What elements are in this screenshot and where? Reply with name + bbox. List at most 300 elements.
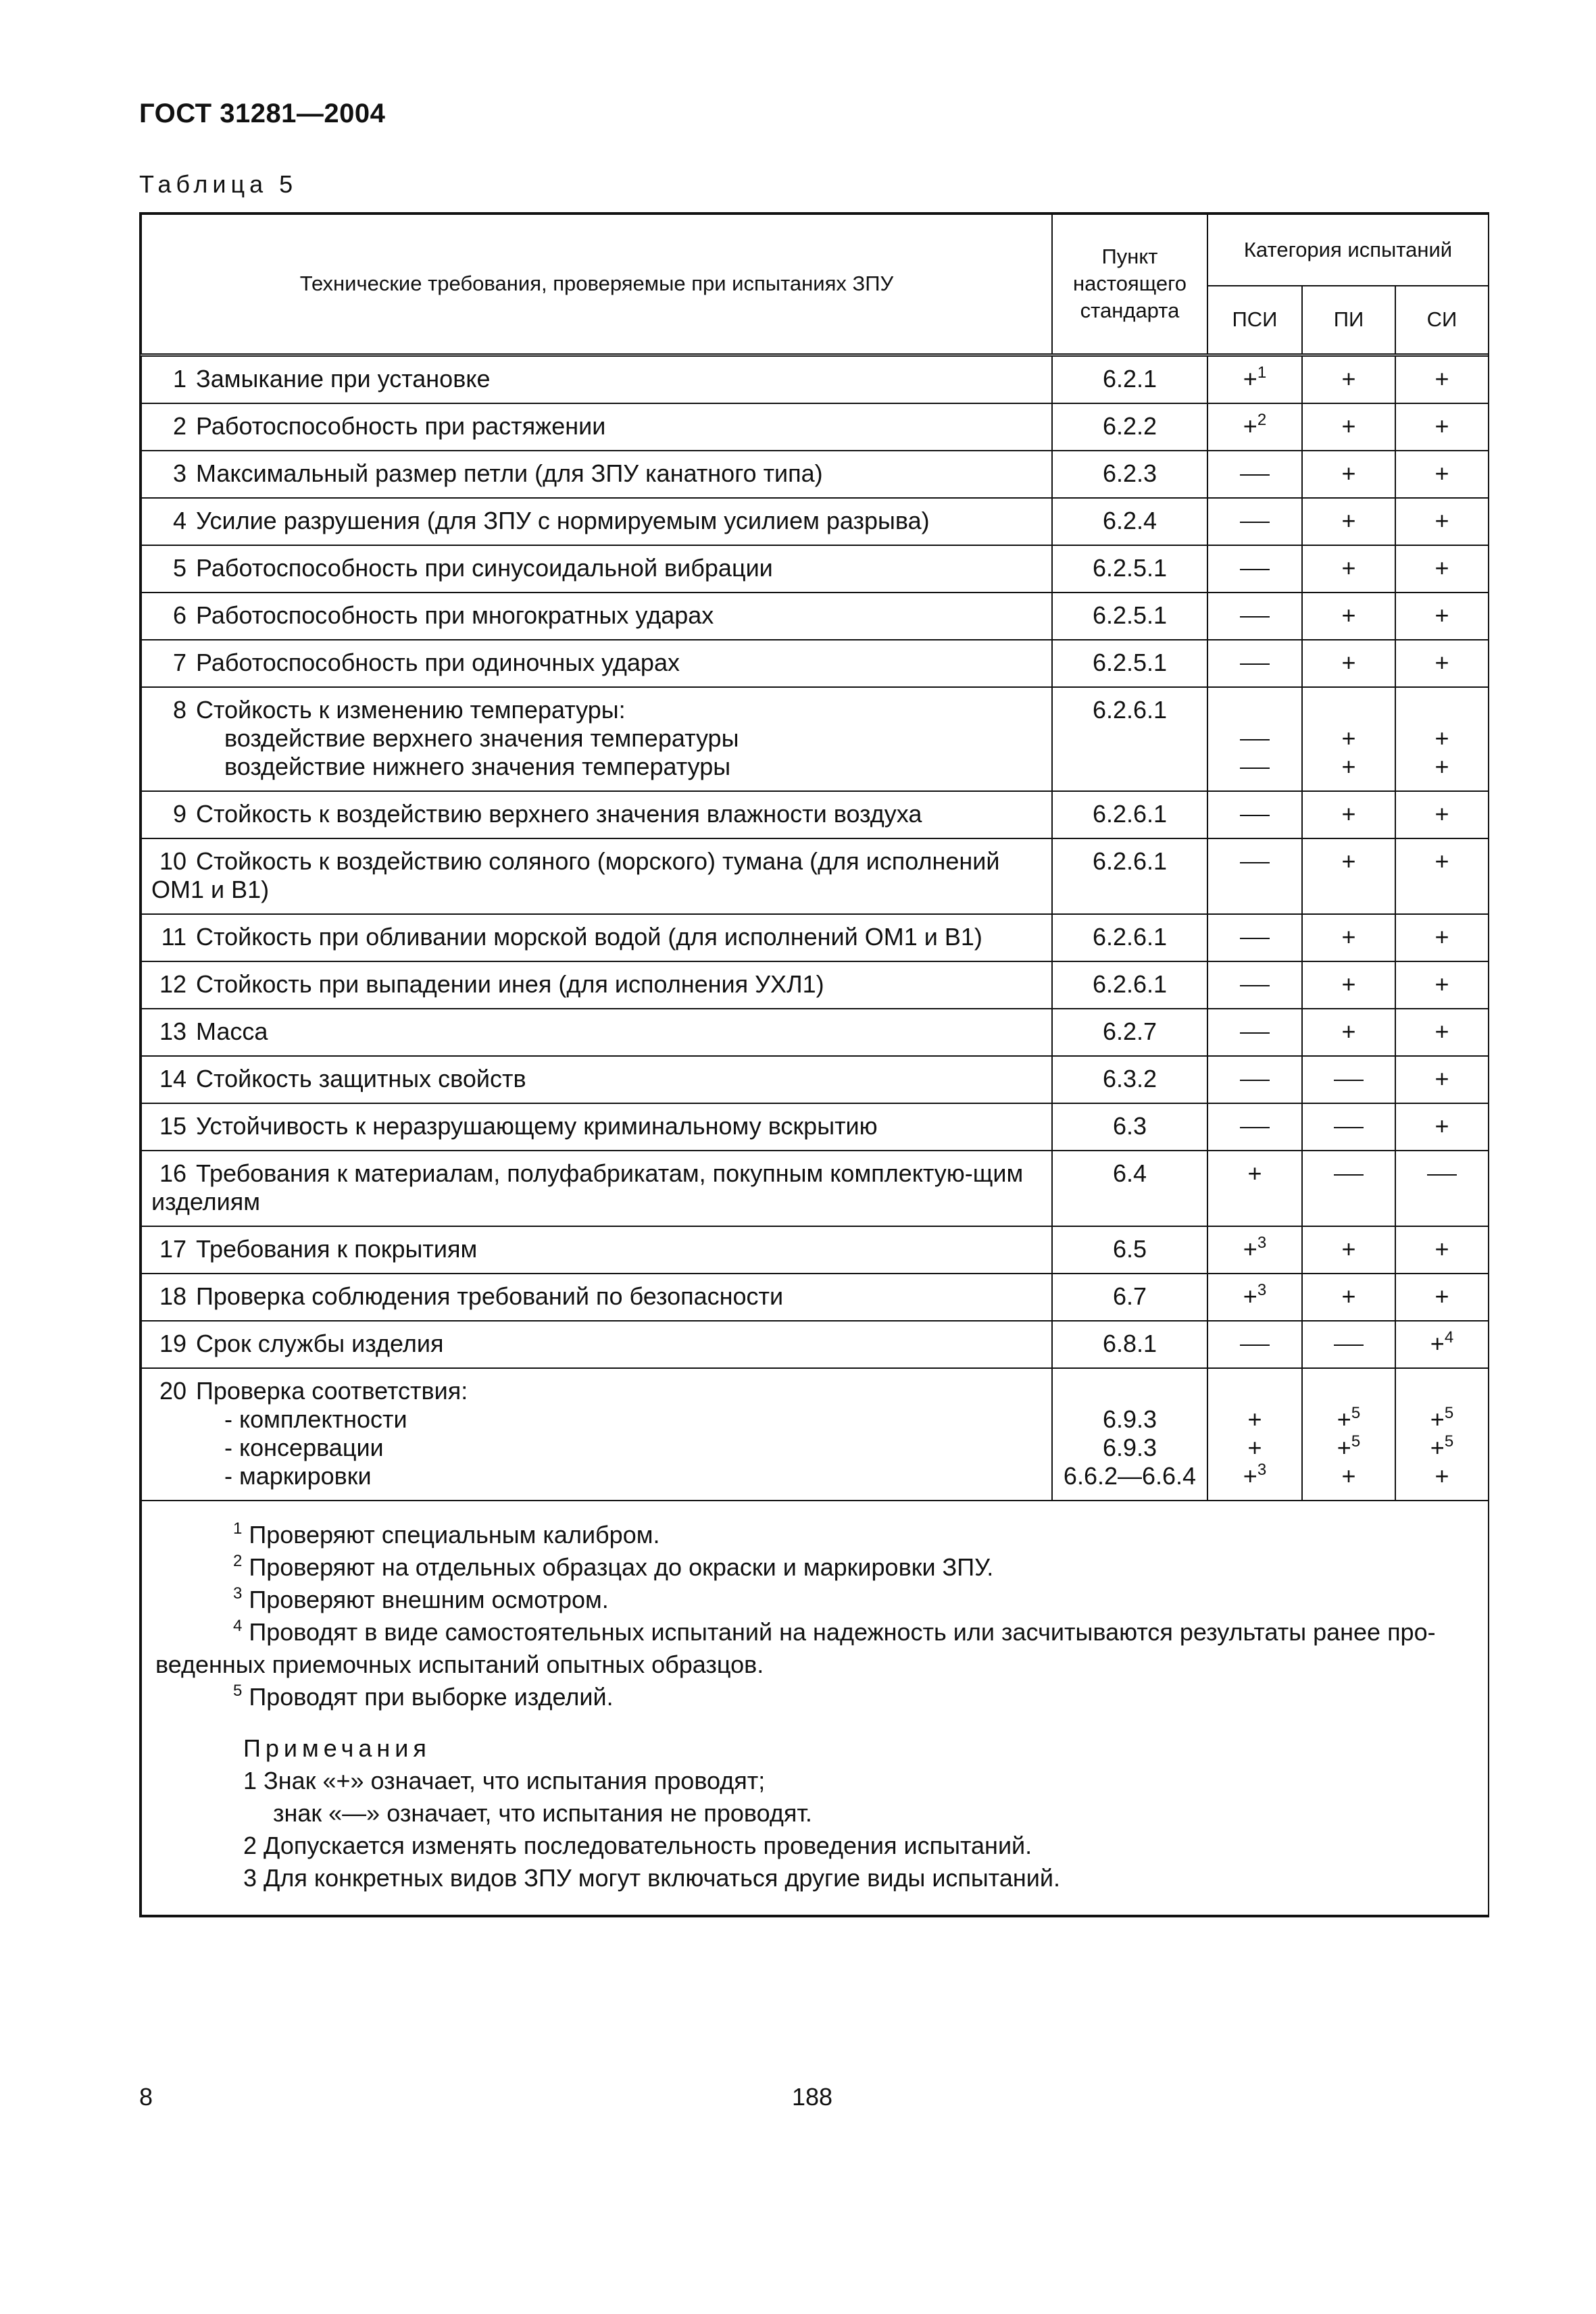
- pi-cell: [1302, 1009, 1395, 1056]
- mark-value: [1240, 847, 1270, 875]
- clause-cell: [1052, 1368, 1207, 1501]
- clause-value: 6.2.6.1: [1092, 922, 1168, 951]
- footnote-mark: 4: [233, 1616, 243, 1635]
- clause-cell: [1052, 687, 1207, 791]
- clause-cell: [1052, 1151, 1207, 1226]
- footnote: [155, 1616, 1472, 1681]
- row-number: 10: [159, 847, 186, 875]
- clause-value: 6.2.6.1: [1092, 847, 1168, 875]
- requirement-text: Работоспособность при растяжении: [196, 411, 606, 440]
- dash-mark: [1240, 768, 1270, 769]
- si-cell: [1395, 1274, 1489, 1321]
- mark-value: [1435, 649, 1449, 676]
- dash-mark: [1240, 1080, 1270, 1081]
- mark-value: [1240, 1330, 1270, 1357]
- clause-value: 6.9.3: [1102, 1433, 1157, 1461]
- psi-cell: [1207, 838, 1302, 914]
- clause-value: 6.2.3: [1102, 459, 1157, 487]
- table-row: [141, 687, 1489, 791]
- table-row: [141, 1056, 1489, 1103]
- pi-cell: [1302, 1368, 1395, 1501]
- psi-cell: [1207, 451, 1302, 498]
- psi-cell: [1207, 1321, 1302, 1368]
- clause-cell: [1052, 1103, 1207, 1151]
- requirement-text: Срок службы изделия: [196, 1329, 444, 1357]
- mark-value: [1435, 724, 1449, 752]
- mark-line: [1305, 753, 1392, 781]
- mark-value: [1243, 412, 1266, 440]
- dash-mark: [1240, 815, 1270, 816]
- mark-value: [1341, 724, 1355, 752]
- requirement-text: Требования к покрытиям: [196, 1234, 478, 1263]
- si-cell: [1395, 640, 1489, 687]
- dash-mark: [1240, 474, 1270, 476]
- table-row: [141, 451, 1489, 498]
- mark-value: [1435, 970, 1449, 998]
- table-row: [141, 914, 1489, 961]
- note-text: Для конкретных видов ЗПУ могут включаться другие виды испытаний.: [264, 1863, 1061, 1892]
- dash-mark: [1240, 938, 1270, 939]
- plus-mark: +: [1435, 970, 1449, 998]
- plus-mark: +: [1247, 1405, 1262, 1433]
- clause-value: 6.5: [1112, 1234, 1147, 1263]
- mark-value: [1341, 459, 1355, 487]
- table-row: [141, 1321, 1489, 1368]
- requirement-text: Стойкость при выпадении инея (для исполнения УХЛ1): [196, 970, 824, 998]
- mark-value: [1341, 970, 1355, 998]
- mark-line: [1305, 1462, 1392, 1490]
- footnote-text: Проводят при выборке изделий.: [249, 1682, 614, 1711]
- plus-mark: +: [1435, 922, 1449, 951]
- plus-mark: +: [1341, 1234, 1356, 1263]
- pi-cell: [1302, 914, 1395, 961]
- requirement-text: Стойкость при обливании морской водой (для исполнений ОМ1 и В1): [196, 922, 982, 951]
- mark-value: [1240, 601, 1270, 629]
- plus-mark: +: [1341, 847, 1356, 875]
- requirement-cell: [141, 1151, 1052, 1226]
- si-cell: [1395, 451, 1489, 498]
- requirement-text: Замыкание при установке: [196, 364, 491, 393]
- mark-value: [1240, 1017, 1270, 1045]
- plus-mark: +: [1435, 506, 1449, 534]
- plus-mark: +: [1435, 1234, 1449, 1263]
- blank-line: [1055, 1377, 1204, 1405]
- requirement-text: Требования к материалам, полуфабрикатам, покупным комплектую-щим изделиям: [151, 1159, 1024, 1215]
- si-cell: [1395, 545, 1489, 593]
- psi-cell: [1207, 1151, 1302, 1226]
- plus-mark: +: [1341, 970, 1356, 998]
- table-row: [141, 1103, 1489, 1151]
- clause-value: 6.2.5.1: [1092, 601, 1168, 629]
- blank-line: [1399, 696, 1485, 724]
- plus-mark: +: [1341, 506, 1356, 534]
- si-cell: [1395, 1151, 1489, 1226]
- pi-cell: [1302, 961, 1395, 1009]
- mark-value: [1435, 412, 1449, 440]
- si-cell: [1395, 403, 1489, 451]
- row-number: 15: [159, 1111, 186, 1140]
- mark-value: [1240, 753, 1270, 780]
- table-row: [141, 355, 1489, 403]
- table-row: [141, 1368, 1489, 1501]
- row-number: 9: [172, 799, 186, 828]
- dash-mark: [1240, 985, 1270, 986]
- table-row: [141, 1226, 1489, 1274]
- note-text: знак «—» означает, что испытания не проводят.: [273, 1799, 812, 1827]
- plus-mark: +: [1243, 411, 1257, 440]
- footnote-text: Проверяют внешним осмотром.: [249, 1585, 609, 1613]
- dash-mark: [1240, 522, 1270, 523]
- mark-value: [1240, 459, 1270, 487]
- si-cell: [1395, 791, 1489, 838]
- mark-line: [1211, 724, 1299, 753]
- requirements-table: [139, 212, 1489, 1917]
- requirement-text: Стойкость защитных свойств: [196, 1064, 526, 1092]
- mark-value: [1435, 800, 1449, 828]
- pi-cell: [1302, 403, 1395, 451]
- clause-value: 6.2.6.1: [1092, 695, 1168, 724]
- psi-cell: [1207, 1226, 1302, 1274]
- clause-cell: [1052, 791, 1207, 838]
- footnote: [155, 1551, 1472, 1584]
- mark-line: [1305, 724, 1392, 753]
- dash-mark: [1334, 1174, 1364, 1176]
- row-number: 5: [172, 553, 186, 582]
- row-number: 19: [159, 1329, 186, 1357]
- psi-cell: [1207, 914, 1302, 961]
- header-test-category: Категория испытаний: [1207, 214, 1489, 286]
- mark-value: [1240, 554, 1270, 582]
- requirement-cell: [141, 961, 1052, 1009]
- plus-mark: +: [1341, 411, 1356, 440]
- mark-value: [1435, 1065, 1449, 1092]
- clause-cell: [1052, 640, 1207, 687]
- requirement-text: Проверка соблюдения требований по безопасности: [196, 1282, 784, 1310]
- row-number: 3: [172, 459, 186, 487]
- row-number: 2: [172, 411, 186, 440]
- plus-mark: +: [1435, 1064, 1449, 1092]
- sheet-number: 188: [792, 2083, 833, 2111]
- si-cell: [1395, 355, 1489, 403]
- psi-cell: [1207, 1103, 1302, 1151]
- clause-cell: [1052, 355, 1207, 403]
- requirement-cell: [141, 498, 1052, 545]
- footnote-ref: 3: [1257, 1460, 1267, 1479]
- requirement-cell: [141, 687, 1052, 791]
- dash-mark: [1240, 616, 1270, 618]
- mark-value: [1435, 847, 1449, 875]
- mark-value: [1435, 1282, 1449, 1310]
- pi-cell: [1302, 1226, 1395, 1274]
- mark-value: [1240, 800, 1270, 828]
- requirement-cell: [141, 451, 1052, 498]
- row-number: 12: [159, 970, 186, 998]
- plus-mark: +: [1247, 1433, 1262, 1461]
- row-number: 7: [172, 648, 186, 676]
- row-number: 14: [159, 1064, 186, 1092]
- table-body: [141, 355, 1489, 1501]
- footnote-text: Проверяют на отдельных образцах до окраски и маркировки ЗПУ.: [249, 1553, 994, 1581]
- psi-cell: [1207, 1368, 1302, 1501]
- pi-cell: [1302, 791, 1395, 838]
- clause-cell: [1052, 498, 1207, 545]
- plus-mark: +: [1435, 648, 1449, 676]
- row-number: 8: [172, 695, 186, 724]
- clause-value: 6.2.5.1: [1092, 553, 1168, 582]
- pi-cell: [1302, 498, 1395, 545]
- pi-cell: [1302, 1274, 1395, 1321]
- footnote: [155, 1584, 1472, 1616]
- mark-value: [1341, 507, 1355, 534]
- psi-cell: [1207, 355, 1302, 403]
- mark-value: [1341, 1235, 1355, 1263]
- note-item: [155, 1797, 1472, 1830]
- mark-line: [1211, 1434, 1299, 1462]
- mark-value: [1430, 1330, 1453, 1357]
- requirement-cell: [141, 355, 1052, 403]
- table-row: [141, 498, 1489, 545]
- requirement-cell: [141, 1226, 1052, 1274]
- plus-mark: +: [1435, 1282, 1449, 1310]
- requirement-text: Работоспособность при многократных ударах: [196, 601, 714, 629]
- footnote-text: Проводят в виде самостоятельных испытаний на надежность или засчитываются результаты ранее про-веденных приемочных испытаний опытных образцов.: [155, 1617, 1436, 1678]
- requirement-text: Стойкость к изменению температуры:: [196, 695, 626, 724]
- mark-value: [1435, 1112, 1449, 1140]
- psi-cell: [1207, 640, 1302, 687]
- plus-mark: +: [1435, 601, 1449, 629]
- footnotes-block: [141, 1501, 1489, 1915]
- si-cell: [1395, 593, 1489, 640]
- blank-line: [1305, 696, 1392, 724]
- mark-value: [1341, 1462, 1355, 1490]
- clause-value: 6.7: [1112, 1282, 1147, 1310]
- footnote-list: [155, 1519, 1472, 1713]
- note-number: 1: [243, 1766, 257, 1794]
- footnote: [155, 1681, 1472, 1713]
- plus-mark: +: [1430, 1405, 1445, 1433]
- requirement-text: Максимальный размер петли (для ЗПУ канатного типа): [196, 459, 823, 487]
- mark-value: [1240, 649, 1270, 676]
- mark-value: [1341, 923, 1355, 951]
- note-number: 3: [243, 1863, 257, 1892]
- pi-cell: [1302, 1321, 1395, 1368]
- requirement-cell: [141, 1274, 1052, 1321]
- pi-cell: [1302, 1056, 1395, 1103]
- requirement-cell: [141, 1056, 1052, 1103]
- mark-value: [1243, 1462, 1266, 1490]
- mark-value: [1341, 412, 1355, 440]
- requirement-cell: [141, 593, 1052, 640]
- footnote-ref: 3: [1257, 1280, 1267, 1299]
- mark-value: [1435, 601, 1449, 629]
- mark-value: [1341, 800, 1355, 828]
- sub-requirement-text: воздействие верхнего значения температуры: [224, 724, 739, 752]
- row-number: 20: [159, 1376, 186, 1405]
- mark-value: [1337, 1434, 1360, 1461]
- plus-mark: +: [1435, 1461, 1449, 1490]
- plus-mark: +: [1435, 799, 1449, 828]
- mark-value: [1435, 554, 1449, 582]
- mark-value: [1430, 1405, 1453, 1433]
- clause-cell: [1052, 961, 1207, 1009]
- si-cell: [1395, 1226, 1489, 1274]
- footnote-ref: 1: [1257, 363, 1267, 382]
- mark-value: [1243, 1282, 1266, 1310]
- mark-value: [1334, 1159, 1364, 1187]
- requirement-text: Проверка соответствия:: [196, 1376, 468, 1405]
- footnote-mark: 5: [233, 1681, 243, 1700]
- pi-cell: [1302, 838, 1395, 914]
- mark-line: [1211, 1462, 1299, 1490]
- mark-line: [1399, 1434, 1485, 1462]
- clause-value: 6.3.2: [1102, 1064, 1157, 1092]
- mark-value: [1435, 923, 1449, 951]
- clause-value: 6.2.1: [1102, 364, 1157, 393]
- row-number: 4: [172, 506, 186, 534]
- mark-value: [1435, 507, 1449, 534]
- notes-list: [155, 1765, 1472, 1894]
- dash-mark: [1240, 862, 1270, 863]
- dash-mark: [1240, 1344, 1270, 1346]
- footnote-ref: 2: [1257, 410, 1267, 429]
- plus-mark: +: [1243, 1234, 1257, 1263]
- requirement-cell: [141, 1009, 1052, 1056]
- pi-cell: [1302, 451, 1395, 498]
- clause-cell: [1052, 1321, 1207, 1368]
- table-row: [141, 640, 1489, 687]
- footnote-text: Проверяют специальным калибром.: [249, 1520, 660, 1549]
- plus-mark: +: [1341, 364, 1356, 393]
- plus-mark: +: [1435, 1111, 1449, 1140]
- plus-mark: +: [1247, 1159, 1262, 1187]
- plus-mark: +: [1341, 724, 1356, 752]
- footnote-ref: 5: [1444, 1432, 1454, 1451]
- psi-cell: [1207, 545, 1302, 593]
- plus-mark: +: [1243, 1461, 1257, 1490]
- mark-value: [1240, 1112, 1270, 1140]
- row-number: 1: [172, 364, 186, 393]
- header-pi: ПИ: [1302, 286, 1395, 355]
- clause-value: 6.3: [1112, 1111, 1147, 1140]
- clause-cell: [1052, 593, 1207, 640]
- note-item: [155, 1830, 1472, 1862]
- mark-line: [1399, 1405, 1485, 1434]
- si-cell: [1395, 1009, 1489, 1056]
- row-number: 18: [159, 1282, 186, 1310]
- note-item: [155, 1862, 1472, 1894]
- requirement-cell: [141, 914, 1052, 961]
- mark-value: [1341, 365, 1355, 393]
- plus-mark: +: [1435, 1017, 1449, 1045]
- footnote-ref: 5: [1444, 1403, 1454, 1422]
- clause-cell: [1052, 403, 1207, 451]
- pi-cell: [1302, 545, 1395, 593]
- row-number: 17: [159, 1234, 186, 1263]
- mark-value: [1240, 724, 1270, 752]
- table-row: [141, 1009, 1489, 1056]
- requirement-text: Работоспособность при одиночных ударах: [196, 648, 680, 676]
- mark-value: [1435, 1462, 1449, 1490]
- mark-value: [1427, 1159, 1457, 1187]
- plus-mark: +: [1341, 922, 1356, 951]
- footnote-ref: 3: [1257, 1233, 1267, 1252]
- plus-mark: +: [1337, 1405, 1351, 1433]
- plus-mark: +: [1341, 799, 1356, 828]
- clause-cell: [1052, 838, 1207, 914]
- clause-value: 6.6.2—6.6.4: [1063, 1461, 1197, 1490]
- psi-cell: [1207, 687, 1302, 791]
- footnote: [155, 1519, 1472, 1551]
- plus-mark: +: [1435, 847, 1449, 875]
- plus-mark: +: [1435, 724, 1449, 752]
- si-cell: [1395, 961, 1489, 1009]
- clause-value: 6.8.1: [1102, 1329, 1157, 1357]
- table-row: [141, 791, 1489, 838]
- mark-value: [1247, 1159, 1262, 1187]
- mark-value: [1240, 507, 1270, 534]
- plus-mark: +: [1435, 411, 1449, 440]
- row-number: 11: [161, 922, 186, 951]
- sub-requirement-text: воздействие нижнего значения температуры: [224, 752, 731, 780]
- clause-cell: [1052, 1226, 1207, 1274]
- plus-mark: +: [1341, 1461, 1356, 1490]
- requirement-text: Стойкость к воздействию верхнего значения влажности воздуха: [196, 799, 922, 828]
- dash-mark: [1334, 1127, 1364, 1128]
- footnote-ref: 5: [1351, 1403, 1361, 1422]
- plus-mark: +: [1430, 1433, 1445, 1461]
- mark-value: [1435, 1017, 1449, 1045]
- mark-value: [1334, 1112, 1364, 1140]
- sub-requirement-text: - комплектности: [224, 1405, 407, 1433]
- requirement-cell: [141, 545, 1052, 593]
- header-clause: Пункт настоящего стандарта: [1052, 214, 1207, 355]
- si-cell: [1395, 914, 1489, 961]
- mark-value: [1341, 601, 1355, 629]
- table-caption: Таблица 5: [139, 170, 298, 198]
- si-cell: [1395, 838, 1489, 914]
- row-number: 6: [172, 601, 186, 629]
- mark-value: [1240, 970, 1270, 998]
- clause-cell: [1052, 1009, 1207, 1056]
- header-psi: ПСИ: [1207, 286, 1302, 355]
- table-row: [141, 838, 1489, 914]
- clause-value: 6.2.7: [1102, 1017, 1157, 1045]
- plus-mark: +: [1435, 752, 1449, 780]
- psi-cell: [1207, 403, 1302, 451]
- mark-value: [1341, 847, 1355, 875]
- plus-mark: +: [1435, 459, 1449, 487]
- dash-mark: [1240, 569, 1270, 570]
- row-number: 16: [159, 1159, 186, 1187]
- mark-line: [1399, 724, 1485, 753]
- table-row: [141, 545, 1489, 593]
- mark-line: [1399, 753, 1485, 781]
- table-row: [141, 593, 1489, 640]
- table-row: [141, 1274, 1489, 1321]
- blank-line: [1211, 1377, 1299, 1405]
- note-text: Допускается изменять последовательность проведения испытаний.: [264, 1831, 1032, 1859]
- mark-value: [1243, 365, 1266, 393]
- mark-line: [1305, 1405, 1392, 1434]
- requirement-cell: [141, 1368, 1052, 1501]
- notes-title: Примечания: [243, 1734, 431, 1762]
- dash-mark: [1240, 663, 1270, 665]
- plus-mark: +: [1341, 648, 1356, 676]
- mark-value: [1435, 753, 1449, 780]
- clause-value: 6.9.3: [1102, 1405, 1157, 1433]
- plus-mark: +: [1341, 553, 1356, 582]
- mark-value: [1334, 1330, 1364, 1357]
